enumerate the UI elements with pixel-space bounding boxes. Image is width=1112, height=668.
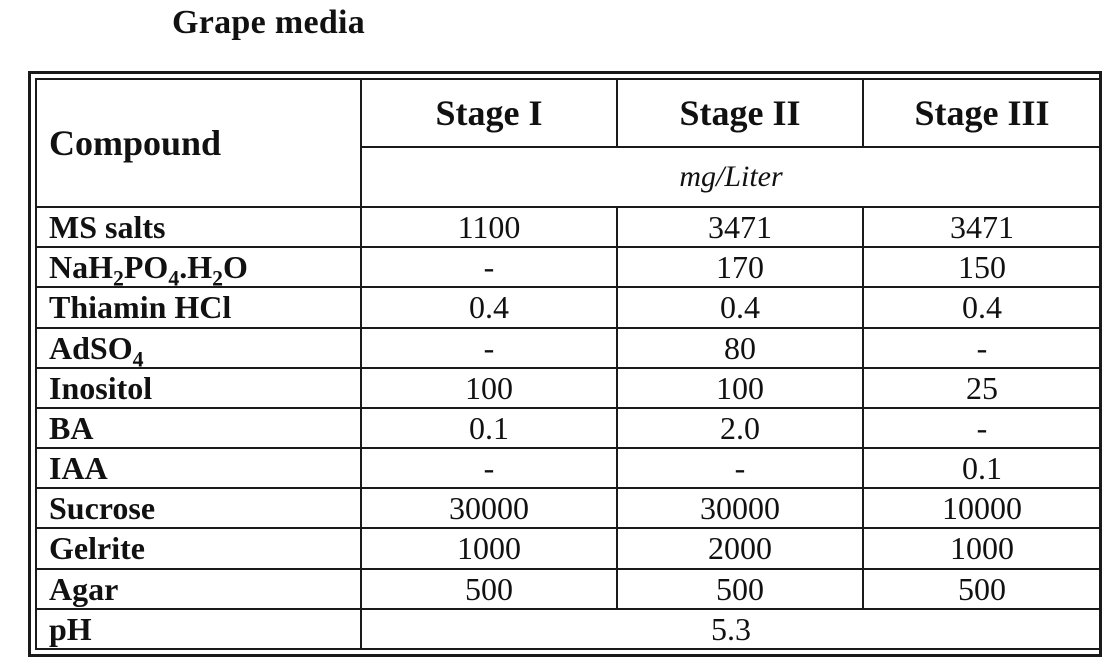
table-row [36,569,1101,609]
column-header-stage-1: Stage I [361,79,617,147]
ph-label: pH [36,609,361,649]
media-table [35,78,1102,650]
stage-3-value: 150 [863,247,1101,287]
stage-2-value: 80 [617,328,863,368]
column-header-compound: Compound [36,79,361,207]
unit-label: mg/Liter [361,147,1101,207]
table-row [36,328,1101,368]
compound-name: AdSO$_4$ [36,328,361,368]
stage-1-value: - [361,247,617,287]
compound-name: Inositol [36,368,361,408]
table-row [36,207,1101,247]
compound-name: Gelrite [36,528,361,568]
stage-2-value: 0.4 [617,287,863,327]
compound-name: MS salts [36,207,361,247]
stage-2-value: 30000 [617,488,863,528]
column-header-stage-2: Stage II [617,79,863,147]
stage-2-value: 2000 [617,528,863,568]
stage-2-value: 100 [617,368,863,408]
stage-1-value: 1000 [361,528,617,568]
page-title: Grape media [172,4,366,41]
stage-1-value: - [361,328,617,368]
stage-3-value: 10000 [863,488,1101,528]
stage-3-value: 1000 [863,528,1101,568]
stage-2-value: - [617,448,863,488]
table-row [36,368,1101,408]
table-row [36,448,1101,488]
compound-name: Agar [36,569,361,609]
compound-name: IAA [36,448,361,488]
stage-1-value: 0.4 [361,287,617,327]
table-row [36,528,1101,568]
header-row [36,79,1101,147]
stage-3-value: 500 [863,569,1101,609]
stage-1-value: 100 [361,368,617,408]
stage-2-value: 500 [617,569,863,609]
table-row [36,287,1101,327]
compound-name: Sucrose [36,488,361,528]
stage-3-value: 3471 [863,207,1101,247]
stage-1-value: 0.1 [361,408,617,448]
compound-name: BA [36,408,361,448]
media-table-frame [28,71,1102,657]
ph-row [36,609,1101,649]
stage-2-value: 170 [617,247,863,287]
stage-1-value: - [361,448,617,488]
table-row [36,488,1101,528]
stage-3-value: - [863,408,1101,448]
compound-name: Thiamin HCl [36,287,361,327]
ph-value: 5.3 [361,609,1101,649]
column-header-stage-3: Stage III [863,79,1101,147]
compound-name: $NaH_2PO_4.H_2O$ [36,247,361,287]
stage-3-value: 0.1 [863,448,1101,488]
table-row [36,408,1101,448]
stage-1-value: 500 [361,569,617,609]
stage-3-value: 0.4 [863,287,1101,327]
stage-2-value: 3471 [617,207,863,247]
table-row [36,247,1101,287]
stage-3-value: - [863,328,1101,368]
stage-1-value: 30000 [361,488,617,528]
stage-1-value: 1100 [361,207,617,247]
stage-3-value: 25 [863,368,1101,408]
stage-2-value: 2.0 [617,408,863,448]
